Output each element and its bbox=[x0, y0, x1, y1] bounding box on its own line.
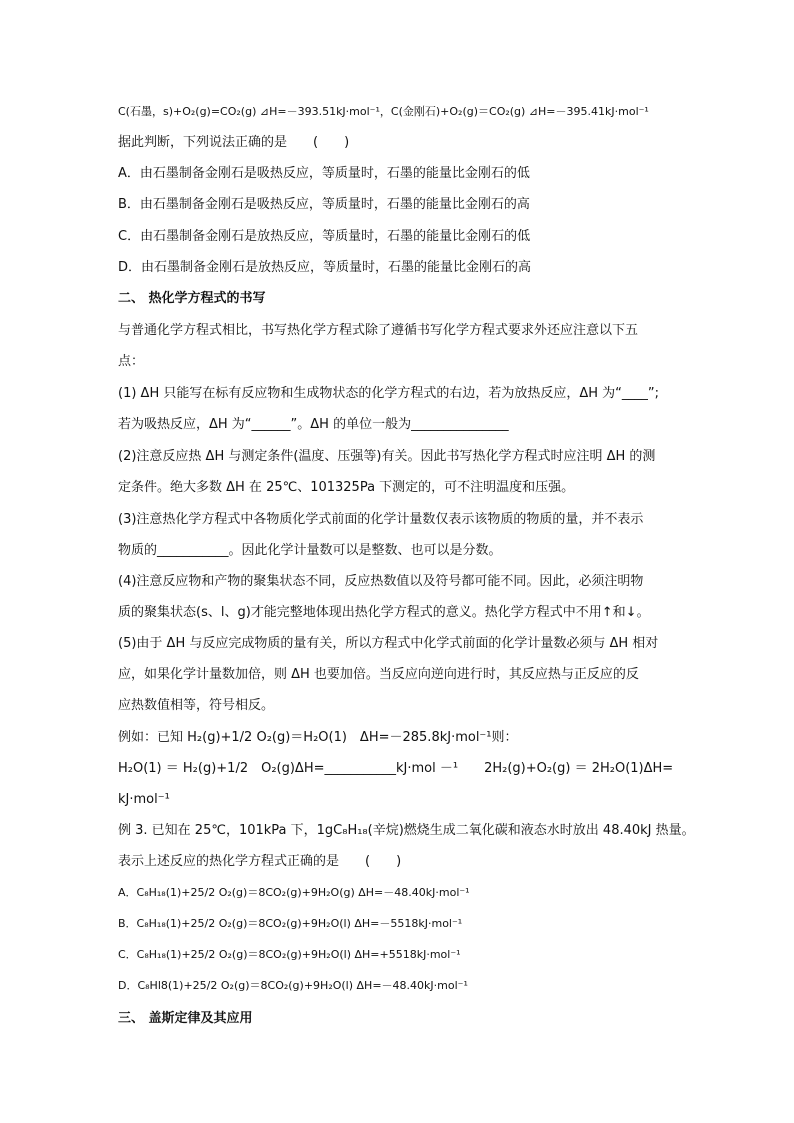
rule-4-line-2: 质的聚集状态(s、l、g)才能完整地体现出热化学方程式的意义。热化学方程式中不用↑和↓。 bbox=[118, 605, 650, 620]
question-stem: 据此判断，下列说法正确的是 ( ) bbox=[118, 135, 350, 150]
rule-2-line-2: 定条件。绝大多数 ΔH 在 25℃、101325Pa 下测定的，可不注明温度和压强。 bbox=[118, 480, 575, 495]
option-b: B．由石墨制备金刚石是吸热反应，等质量时，石墨的能量比金刚石的高 bbox=[118, 197, 530, 212]
ex3-option-a: A．C₈H₁₈(1)+25/2 O₂(g)＝8CO₂(g)+9H₂O(g) ΔH=－48.40kJ·mol⁻¹ bbox=[118, 886, 470, 899]
graphite-diamond-equations: C(石墨，s)+O₂(g)=CO₂(g) ⊿H=－393.51kJ·mol⁻¹，C(金刚石)+O₂(g)＝CO₂(g) ⊿H=－395.41kJ·mol⁻¹ bbox=[118, 105, 649, 118]
example-3-stem: 例 3. 已知在 25℃，101kPa 下，1gC₈H₁₈(辛烷)燃烧生成二氧化碳和液态水时放出 48.40kJ 热量。 bbox=[118, 823, 695, 838]
rule-3-line-2: 物质的___________。因此化学计量数可以是整数、也可以是分数。 bbox=[118, 543, 502, 558]
rule-2-line-1: (2)注意反应热 ΔH 与测定条件(温度、压强等)有关。因此书写热化学方程式时应注明 ΔH 的测 bbox=[118, 449, 656, 464]
ex3-option-c: C．C₈H₁₈(1)+25/2 O₂(g)＝8CO₂(g)+9H₂O(l) ΔH=+5518kJ·mol⁻¹ bbox=[118, 948, 461, 961]
option-c: C．由石墨制备金刚石是放热反应，等质量时，石墨的能量比金刚石的低 bbox=[118, 229, 531, 244]
intro-paragraph-line-2: 点： bbox=[118, 354, 145, 369]
example-given: 例如：已知 H₂(g)+1/2 O₂(g)＝H₂O(1) ΔH=－285.8kJ·mol⁻¹则： bbox=[118, 730, 518, 745]
example-blanks: H₂O(1) ＝ H₂(g)+1/2 O₂(g)ΔH=___________kJ·mol －¹ 2H₂(g)+O₂(g) ＝ 2H₂O(1)ΔH= bbox=[118, 761, 674, 776]
intro-paragraph-line-1: 与普通化学方程式相比，书写热化学方程式除了遵循书写化学方程式要求外还应注意以下五 bbox=[118, 323, 639, 338]
ex3-option-b: B．C₈H₁₈(1)+25/2 O₂(g)＝8CO₂(g)+9H₂O(l) ΔH=－5518kJ·mol⁻¹ bbox=[118, 917, 463, 930]
example-unit: kJ·mol⁻¹ bbox=[118, 792, 170, 807]
option-d: D．由石墨制备金刚石是放热反应，等质量时，石墨的能量比金刚石的高 bbox=[118, 260, 532, 275]
rule-3-line-1: (3)注意热化学方程式中各物质化学式前面的化学计量数仅表示该物质的物质的量，并不表示 bbox=[118, 512, 644, 527]
rule-1-line-2: 若为吸热反应，ΔH 为“______”。ΔH 的单位一般为_______________ bbox=[118, 417, 509, 432]
rule-5-line-2: 应，如果化学计量数加倍，则 ΔH 也要加倍。当反应向逆向进行时，其反应热与正反应的反 bbox=[118, 667, 639, 682]
rule-5-line-1: (5)由于 ΔH 与反应完成物质的量有关，所以方程式中化学式前面的化学计量数必须与 ΔH 相对 bbox=[118, 636, 659, 651]
rule-1-line-1: (1) ΔH 只能写在标有反应物和生成物状态的化学方程式的右边，若为放热反应，ΔH 为“____”; bbox=[118, 386, 659, 401]
example-3-question: 表示上述反应的热化学方程式正确的是 ( ) bbox=[118, 854, 402, 869]
rule-4-line-1: (4)注意反应物和产物的聚集状态不同，反应热数值以及符号都可能不同。因此，必须注明物 bbox=[118, 574, 644, 589]
ex3-option-d: D．C₈Hl8(1)+25/2 O₂(g)＝8CO₂(g)+9H₂O(l) ΔH=－48.40kJ·mol⁻¹ bbox=[118, 979, 468, 992]
section-heading-3: 三、 盖斯定律及其应用 bbox=[118, 1011, 253, 1026]
section-heading-2: 二、 热化学方程式的书写 bbox=[118, 291, 266, 306]
option-a: A．由石墨制备金刚石是吸热反应，等质量时，石墨的能量比金刚石的低 bbox=[118, 166, 530, 181]
rule-5-line-3: 应热数值相等，符号相反。 bbox=[118, 698, 275, 713]
